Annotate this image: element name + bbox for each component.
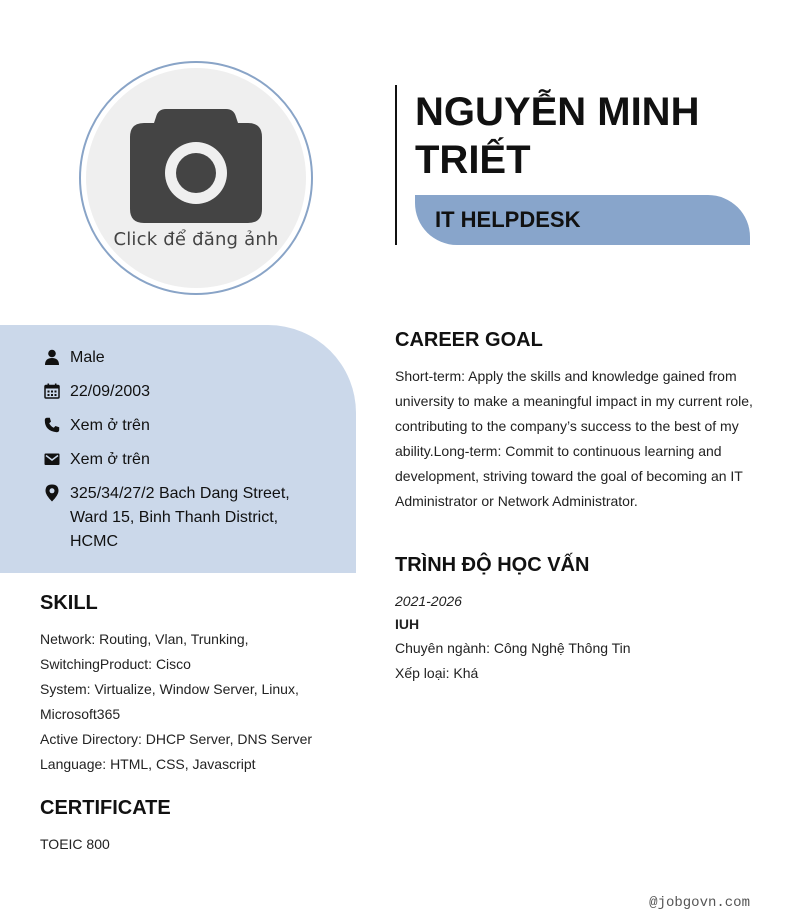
- gender-value: Male: [70, 349, 105, 366]
- skill-item: System: Virtualize, Window Server, Linux, Microsoft365: [40, 681, 299, 722]
- education-rank[interactable]: Xếp loại: Khá: [395, 665, 479, 681]
- education-school[interactable]: IUH: [395, 616, 420, 632]
- phone-value: Xem ở trên: [70, 417, 150, 434]
- name-divider: [395, 85, 397, 245]
- mail-icon: [42, 448, 62, 470]
- position-title: IT HELPDESK: [435, 207, 581, 232]
- contact-address[interactable]: [42, 482, 306, 554]
- skill-item: Network: Routing, Vlan, Trunking, SwitchingProduct: Cisco: [40, 631, 249, 672]
- phone-icon: [42, 414, 62, 436]
- user-icon: [42, 346, 62, 368]
- photo-placeholder: [86, 68, 306, 288]
- contact-birthday[interactable]: [42, 380, 306, 404]
- education-period[interactable]: 2021-2026: [395, 593, 462, 609]
- skill-item: Active Directory: DHCP Server, DNS Server: [40, 731, 313, 747]
- address-value: 325/34/27/2 Bach Dang Street, Ward 15, Binh Thanh District, HCMC: [70, 485, 290, 550]
- camera-icon: [130, 109, 262, 223]
- email-value: Xem ở trên: [70, 451, 150, 468]
- footer-watermark: @jobgovn.com: [649, 895, 750, 911]
- contact-gender[interactable]: [42, 346, 306, 370]
- birthday-value: 22/09/2003: [70, 383, 151, 400]
- education-heading[interactable]: TRÌNH ĐỘ HỌC VẤN: [395, 554, 590, 576]
- candidate-name[interactable]: NGUYỄN MINH TRIẾT: [415, 90, 700, 182]
- contact-email[interactable]: [42, 448, 306, 472]
- location-pin-icon: [42, 482, 62, 504]
- career-goal-heading[interactable]: CAREER GOAL: [395, 329, 543, 351]
- photo-caption: Click để đăng ảnh: [113, 228, 279, 250]
- skill-item: Language: HTML, CSS, Javascript: [40, 756, 256, 772]
- calendar-icon: [42, 380, 62, 402]
- certificate-item[interactable]: TOEIC 800: [40, 836, 110, 852]
- contact-panel: [0, 325, 356, 573]
- education-major[interactable]: Chuyên ngành: Công Nghệ Thông Tin: [395, 640, 631, 656]
- certificate-heading[interactable]: CERTIFICATE: [40, 797, 171, 819]
- skill-heading[interactable]: SKILL: [40, 592, 98, 614]
- contact-phone[interactable]: [42, 414, 306, 438]
- skill-list[interactable]: [40, 627, 340, 777]
- career-goal-text[interactable]: Short-term: Apply the skills and knowledge gained from university to make a meaningful impact in my current role, contributing to the company’s success to the best of my ability.Long-term: Commit to continuous learning and development, striving toward the goal of becoming an IT Administrator or Network Administrator.: [395, 368, 753, 509]
- photo-upload[interactable]: [79, 61, 313, 295]
- position-badge[interactable]: [415, 195, 750, 245]
